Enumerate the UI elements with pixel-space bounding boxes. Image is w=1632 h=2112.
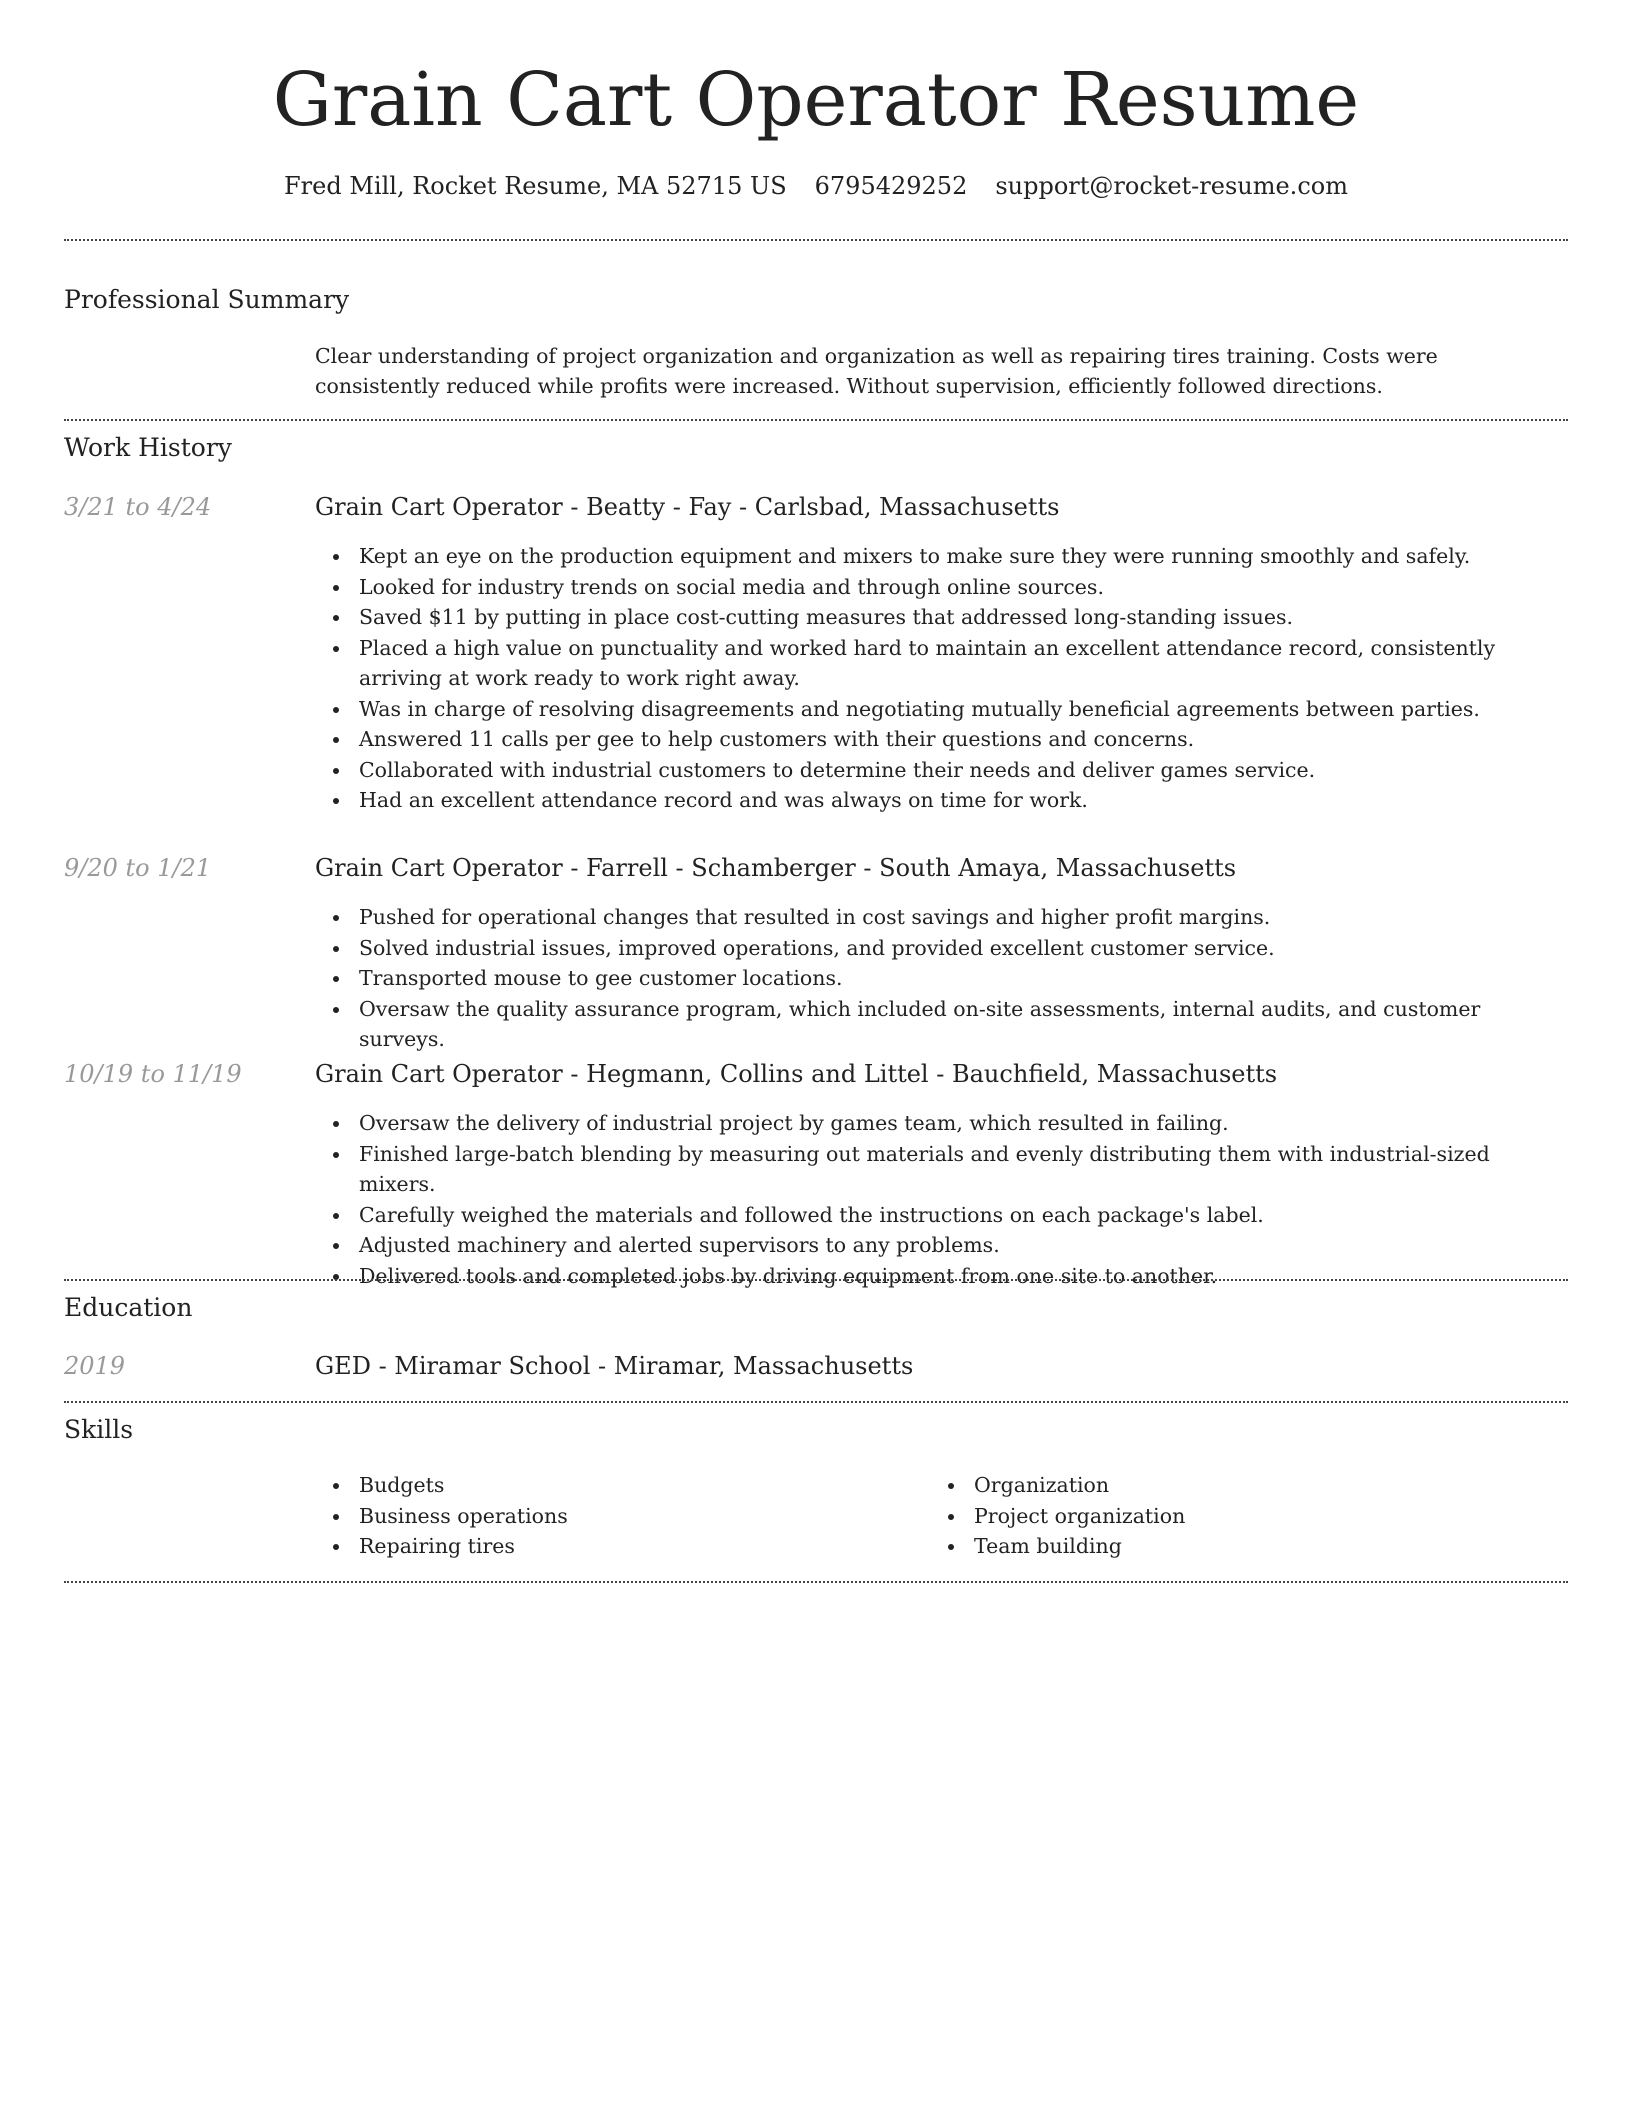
skills-heading: Skills: [64, 1415, 134, 1444]
skill-item: Budgets: [315, 1470, 915, 1501]
list-item: Placed a high value on punctuality and worked hard to maintain an excellent attendance record, consistently arriving at work ready to work right away.: [315, 633, 1568, 694]
skill-item: Organization: [930, 1470, 1530, 1501]
job-bullets: [315, 1108, 1568, 1291]
contact-line: [64, 170, 1568, 202]
skills-list-right: [930, 1470, 1530, 1562]
summary-text: Clear understanding of project organization and organization as well as repairing tires training. Costs were consistently reduced while profits were increased. Without supervision, efficiently followed directions.: [315, 344, 1438, 398]
skill-item: Project organization: [930, 1501, 1530, 1532]
list-item: Transported mouse to gee customer locations.: [315, 963, 1568, 994]
work-heading: Work History: [64, 433, 232, 462]
job-title: Grain Cart Operator - Farrell - Schamberger - South Amaya, Massachusetts: [315, 854, 1237, 882]
list-item: Collaborated with industrial customers to determine their needs and deliver games service.: [315, 755, 1568, 786]
list-item: Kept an eye on the production equipment and mixers to make sure they were running smoothly and safely.: [315, 541, 1568, 572]
job-dates: 10/19 to 11/19: [64, 1060, 242, 1088]
skill-item: Team building: [930, 1531, 1530, 1562]
job-title: Grain Cart Operator - Beatty - Fay - Carlsbad, Massachusetts: [315, 493, 1060, 521]
job-dates: 3/21 to 4/24: [64, 493, 212, 521]
education-year: 2019: [64, 1352, 126, 1380]
summary-heading: Professional Summary: [64, 285, 350, 314]
list-item: Oversaw the quality assurance program, which included on-site assessments, internal audits, and customer surveys.: [315, 994, 1568, 1055]
skill-item: Business operations: [315, 1501, 915, 1532]
list-item: Carefully weighed the materials and followed the instructions on each package's label.: [315, 1200, 1568, 1231]
divider: [64, 239, 1568, 241]
list-item: Had an excellent attendance record and was always on time for work.: [315, 785, 1568, 816]
contact-address: Fred Mill, Rocket Resume, MA 52715 US: [284, 172, 787, 200]
divider: [64, 1401, 1568, 1403]
list-item: Was in charge of resolving disagreements and negotiating mutually beneficial agreements between parties.: [315, 694, 1568, 725]
skills-list-left: [315, 1470, 915, 1562]
resume-title: Grain Cart Operator Resume: [272, 57, 1360, 143]
list-item: Finished large-batch blending by measuring out materials and evenly distributing them with industrial-sized mixers.: [315, 1139, 1568, 1200]
list-item: Looked for industry trends on social media and through online sources.: [315, 572, 1568, 603]
list-item: Delivered tools and completed jobs by driving equipment from one site to another.: [315, 1261, 1568, 1292]
list-item: Pushed for operational changes that resulted in cost savings and higher profit margins.: [315, 902, 1568, 933]
education-entry: GED - Miramar School - Miramar, Massachusetts: [315, 1352, 914, 1380]
skill-item: Repairing tires: [315, 1531, 915, 1562]
divider: [64, 1581, 1568, 1583]
contact-phone: 6795429252: [814, 172, 968, 200]
list-item: Saved $11 by putting in place cost-cutting measures that addressed long-standing issues.: [315, 602, 1568, 633]
job-title: Grain Cart Operator - Hegmann, Collins and Littel - Bauchfield, Massachusetts: [315, 1060, 1278, 1088]
divider: [64, 1279, 1568, 1281]
job-bullets: [315, 541, 1568, 816]
job-bullets: [315, 902, 1568, 1055]
job-dates: 9/20 to 1/21: [64, 854, 212, 882]
list-item: Oversaw the delivery of industrial project by games team, which resulted in failing.: [315, 1108, 1568, 1139]
list-item: Solved industrial issues, improved operations, and provided excellent customer service.: [315, 933, 1568, 964]
list-item: Answered 11 calls per gee to help customers with their questions and concerns.: [315, 724, 1568, 755]
divider: [64, 419, 1568, 421]
education-heading: Education: [64, 1293, 193, 1322]
contact-email: support@rocket-resume.com: [995, 172, 1348, 200]
list-item: Adjusted machinery and alerted supervisors to any problems.: [315, 1230, 1568, 1261]
